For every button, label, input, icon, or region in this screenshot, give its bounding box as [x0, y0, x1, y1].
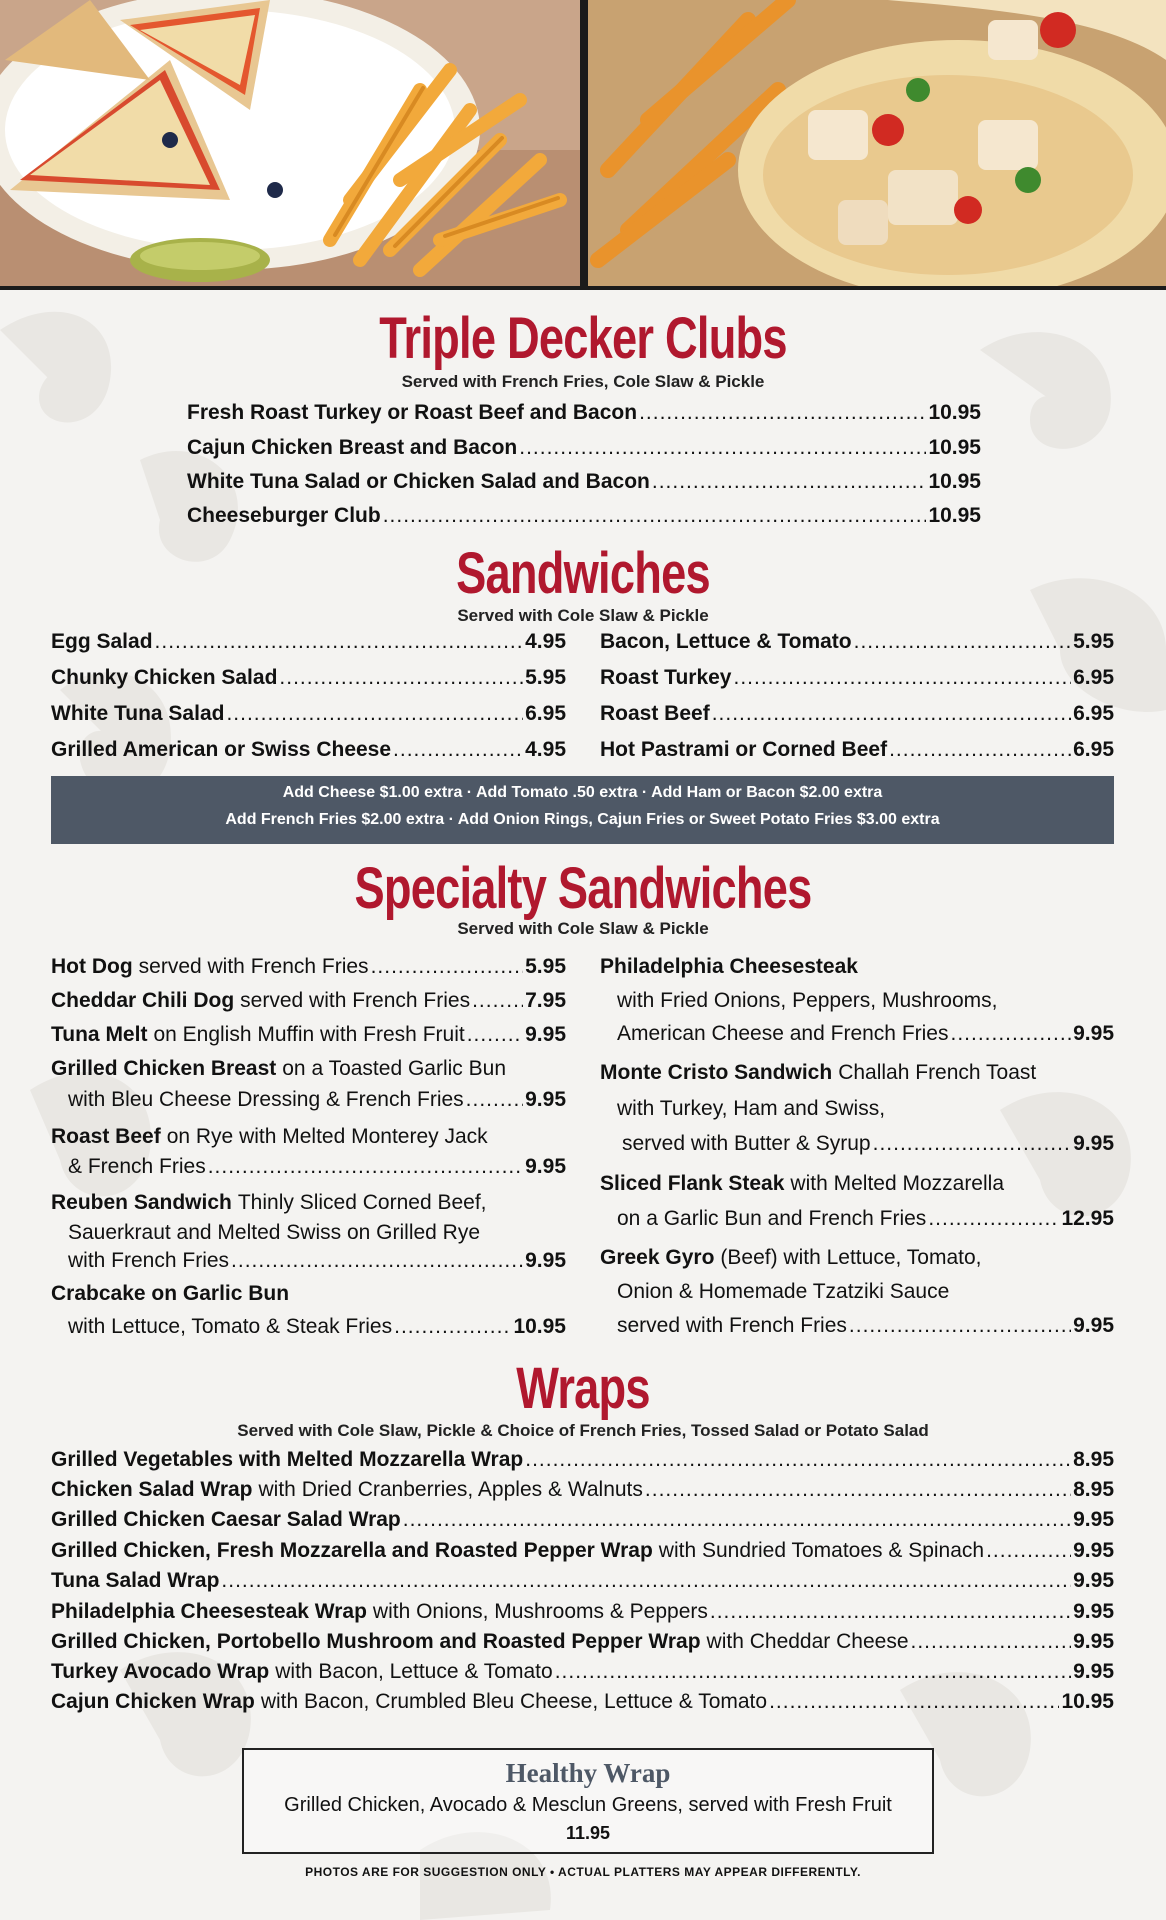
- item-price: 10.95: [928, 436, 981, 459]
- item-price: 5.95: [525, 955, 566, 978]
- menu-item: [600, 738, 1114, 762]
- disclaimer: PHOTOS ARE FOR SUGGESTION ONLY • ACTUAL PLATTERS MAY APPEAR DIFFERENTLY.: [305, 1865, 861, 1879]
- item-price: 10.95: [928, 504, 981, 527]
- item-name: Cajun Chicken Wrap: [51, 1690, 255, 1713]
- menu-item: [51, 955, 566, 979]
- menu-item: [51, 1508, 1114, 1532]
- item-name: Tuna Salad Wrap: [51, 1569, 220, 1592]
- menu-item: [51, 1191, 566, 1215]
- item-price: 8.95: [1073, 1448, 1114, 1471]
- menu-item: [600, 1172, 1114, 1196]
- item-desc: served with French Fries: [617, 1314, 847, 1337]
- item-name: Roast Turkey: [600, 666, 732, 689]
- item-price: 6.95: [1073, 702, 1114, 725]
- menu-item: [51, 738, 566, 762]
- item-desc: American Cheese and French Fries: [617, 1022, 949, 1045]
- menu-item: [51, 1630, 1114, 1654]
- item-desc: on a Garlic Bun and French Fries: [617, 1207, 927, 1230]
- item-price: 10.95: [513, 1315, 566, 1338]
- menu-item: [600, 955, 1114, 979]
- item-name: Turkey Avocado Wrap: [51, 1660, 270, 1683]
- item-desc: on English Muffin with Fresh Fruit: [153, 1023, 465, 1046]
- item-desc: served with French Fries: [240, 989, 471, 1012]
- item-price: 10.95: [928, 401, 981, 424]
- item-desc: with Onions, Mushrooms & Peppers: [372, 1600, 708, 1623]
- menu-item: [51, 702, 566, 726]
- item-desc: served with Butter & Syrup: [622, 1132, 871, 1155]
- menu-item: [187, 436, 981, 460]
- item-desc: with Bleu Cheese Dressing & French Fries: [68, 1088, 464, 1111]
- item-name: Tuna Melt: [51, 1023, 148, 1046]
- item-name: Hot Dog: [51, 955, 133, 978]
- item-price: 6.95: [1073, 738, 1114, 761]
- menu-item: [51, 1282, 566, 1306]
- menu-item: [600, 1246, 1114, 1270]
- item-desc: & French Fries: [68, 1155, 206, 1178]
- item-price: 4.95: [525, 630, 566, 653]
- menu-item: [51, 1539, 1114, 1563]
- menu-item: [51, 1448, 1114, 1472]
- item-desc-line: Sauerkraut and Melted Swiss on Grilled Rye: [68, 1221, 481, 1244]
- healthy-wrap-box: [242, 1748, 934, 1854]
- extras-banner: [51, 776, 1114, 844]
- item-name: Chunky Chicken Salad: [51, 666, 278, 689]
- item-price: 4.95: [525, 738, 566, 761]
- extras-line: Add French Fries $2.00 extra · Add Onion Rings, Cajun Fries or Sweet Potato Fries $3.00 extra: [225, 811, 940, 828]
- menu-item: [187, 504, 981, 528]
- menu-item: [600, 1061, 1114, 1085]
- item-price: 9.95: [525, 1023, 566, 1046]
- menu-item-continued: [68, 1249, 566, 1273]
- extras-line: Add Cheese $1.00 extra · Add Tomato .50 extra · Add Ham or Bacon $2.00 extra: [282, 784, 883, 801]
- menu-item: [51, 1057, 566, 1081]
- item-price: 12.95: [1061, 1207, 1114, 1230]
- item-name: Hot Pastrami or Corned Beef: [600, 738, 888, 761]
- item-price: 9.95: [1073, 1600, 1114, 1623]
- triple-decker-title: Triple Decker Clubs: [379, 306, 787, 371]
- item-name: Grilled Chicken, Fresh Mozzarella and Roasted Pepper Wrap: [51, 1539, 653, 1562]
- specialty-title: Specialty Sandwiches: [354, 856, 812, 921]
- item-name: Crabcake on Garlic Bun: [51, 1282, 290, 1305]
- menu-item: [51, 989, 566, 1013]
- healthy-wrap-desc: Grilled Chicken, Avocado & Mesclun Greens, served with Fresh Fruit: [284, 1794, 892, 1816]
- sandwiches-title: Sandwiches: [456, 541, 710, 606]
- item-name: Greek Gyro: [600, 1246, 715, 1269]
- item-price: 9.95: [525, 1088, 566, 1111]
- menu-item-continued: [622, 1132, 1114, 1156]
- item-name: Bacon, Lettuce & Tomato: [600, 630, 852, 653]
- item-name: Reuben Sandwich: [51, 1191, 232, 1214]
- item-price: 9.95: [1073, 1022, 1114, 1045]
- menu-item: [600, 666, 1114, 690]
- menu-item: [51, 1023, 566, 1047]
- item-name: Egg Salad: [51, 630, 153, 653]
- item-desc-line: with Turkey, Ham and Swiss,: [617, 1097, 886, 1120]
- menu-item: [51, 666, 566, 690]
- item-name: Grilled American or Swiss Cheese: [51, 738, 392, 761]
- item-name: Philadelphia Cheesesteak: [600, 955, 858, 978]
- menu-item-continued: [68, 1155, 566, 1179]
- healthy-wrap-price: 11.95: [565, 1823, 611, 1843]
- item-price: 9.95: [1073, 1539, 1114, 1562]
- item-name: White Tuna Salad: [51, 702, 225, 725]
- triple-decker-subtitle: Served with French Fries, Cole Slaw & Pickle: [401, 372, 765, 391]
- item-name: Cajun Chicken Breast and Bacon: [187, 436, 518, 459]
- item-price: 6.95: [1073, 666, 1114, 689]
- item-desc: with Bacon, Crumbled Bleu Cheese, Lettuce & Tomato: [260, 1690, 768, 1713]
- item-price: 9.95: [1073, 1132, 1114, 1155]
- menu-item-continued: [68, 1088, 566, 1112]
- item-price: 9.95: [525, 1249, 566, 1272]
- item-name: Chicken Salad Wrap: [51, 1478, 253, 1501]
- item-desc: on a Toasted Garlic Bun: [282, 1057, 507, 1080]
- item-desc: with Cheddar Cheese: [706, 1630, 909, 1653]
- wraps-title: Wraps: [516, 1356, 650, 1421]
- item-price: 9.95: [1073, 1630, 1114, 1653]
- menu-item-continued: [68, 1315, 566, 1339]
- item-desc: Challah French Toast: [838, 1061, 1037, 1084]
- wraps-subtitle: Served with Cole Slaw, Pickle & Choice of French Fries, Tossed Salad or Potato Salad: [237, 1421, 929, 1440]
- menu-item: [51, 630, 566, 654]
- item-desc-line: Onion & Homemade Tzatziki Sauce: [617, 1280, 950, 1303]
- item-desc: with French Fries: [68, 1249, 230, 1272]
- menu-item: [51, 1569, 1114, 1593]
- item-name: Sliced Flank Steak: [600, 1172, 785, 1195]
- item-name: Grilled Vegetables with Melted Mozzarella Wrap: [51, 1448, 524, 1471]
- item-price: 10.95: [928, 470, 981, 493]
- item-price: 10.95: [1061, 1690, 1114, 1713]
- menu-item-continued: [617, 1022, 1114, 1046]
- item-desc-line: with Fried Onions, Peppers, Mushrooms,: [617, 989, 998, 1012]
- menu-item: [51, 1125, 566, 1149]
- item-desc: with Sundried Tomatoes & Spinach: [658, 1539, 985, 1562]
- item-price: 9.95: [1073, 1314, 1114, 1337]
- item-desc: with Melted Mozzarella: [790, 1172, 1005, 1195]
- item-desc: (Beef) with Lettuce, Tomato,: [720, 1246, 982, 1269]
- item-price: 9.95: [525, 1155, 566, 1178]
- specialty-subtitle: Served with Cole Slaw & Pickle: [457, 919, 709, 938]
- item-name: White Tuna Salad or Chicken Salad and Bacon: [187, 470, 650, 493]
- menu-item: [51, 1478, 1114, 1502]
- item-desc: with Lettuce, Tomato & Steak Fries: [68, 1315, 393, 1338]
- item-name: Grilled Chicken, Portobello Mushroom and Roasted Pepper Wrap: [51, 1630, 701, 1653]
- menu-item: [187, 470, 981, 494]
- menu-item: [187, 401, 981, 425]
- healthy-wrap-title: Healthy Wrap: [505, 1758, 671, 1788]
- menu-item-continued: [617, 1207, 1114, 1231]
- menu-item: [600, 630, 1114, 654]
- item-price: 6.95: [525, 702, 566, 725]
- menu-item: [51, 1660, 1114, 1684]
- item-name: Grilled Chicken Caesar Salad Wrap: [51, 1508, 401, 1531]
- item-name: Monte Cristo Sandwich: [600, 1061, 833, 1084]
- item-desc: with Bacon, Lettuce & Tomato: [275, 1660, 553, 1683]
- item-desc: with Dried Cranberries, Apples & Walnuts: [258, 1478, 643, 1501]
- item-desc: served with French Fries: [138, 955, 369, 978]
- item-price: 5.95: [525, 666, 566, 689]
- item-price: 5.95: [1073, 630, 1114, 653]
- menu-item: [600, 702, 1114, 726]
- item-name: Cheeseburger Club: [187, 504, 381, 527]
- item-name: Roast Beef: [51, 1125, 161, 1148]
- item-desc: Thinly Sliced Corned Beef,: [237, 1191, 487, 1214]
- item-desc: on Rye with Melted Monterey Jack: [166, 1125, 488, 1148]
- item-price: 7.95: [525, 989, 566, 1012]
- item-name: Grilled Chicken Breast: [51, 1057, 277, 1080]
- menu-item-continued: [617, 1314, 1114, 1338]
- item-name: Cheddar Chili Dog: [51, 989, 235, 1012]
- sandwiches-subtitle: Served with Cole Slaw & Pickle: [457, 606, 709, 625]
- item-name: Philadelphia Cheesesteak Wrap: [51, 1600, 367, 1623]
- menu-item: [51, 1690, 1114, 1714]
- item-price: 9.95: [1073, 1508, 1114, 1531]
- menu-item: [51, 1600, 1114, 1624]
- item-price: 9.95: [1073, 1660, 1114, 1683]
- item-name: Fresh Roast Turkey or Roast Beef and Bacon: [187, 401, 638, 424]
- item-name: Roast Beef: [600, 702, 710, 725]
- item-price: 9.95: [1073, 1569, 1114, 1592]
- item-price: 8.95: [1073, 1478, 1114, 1501]
